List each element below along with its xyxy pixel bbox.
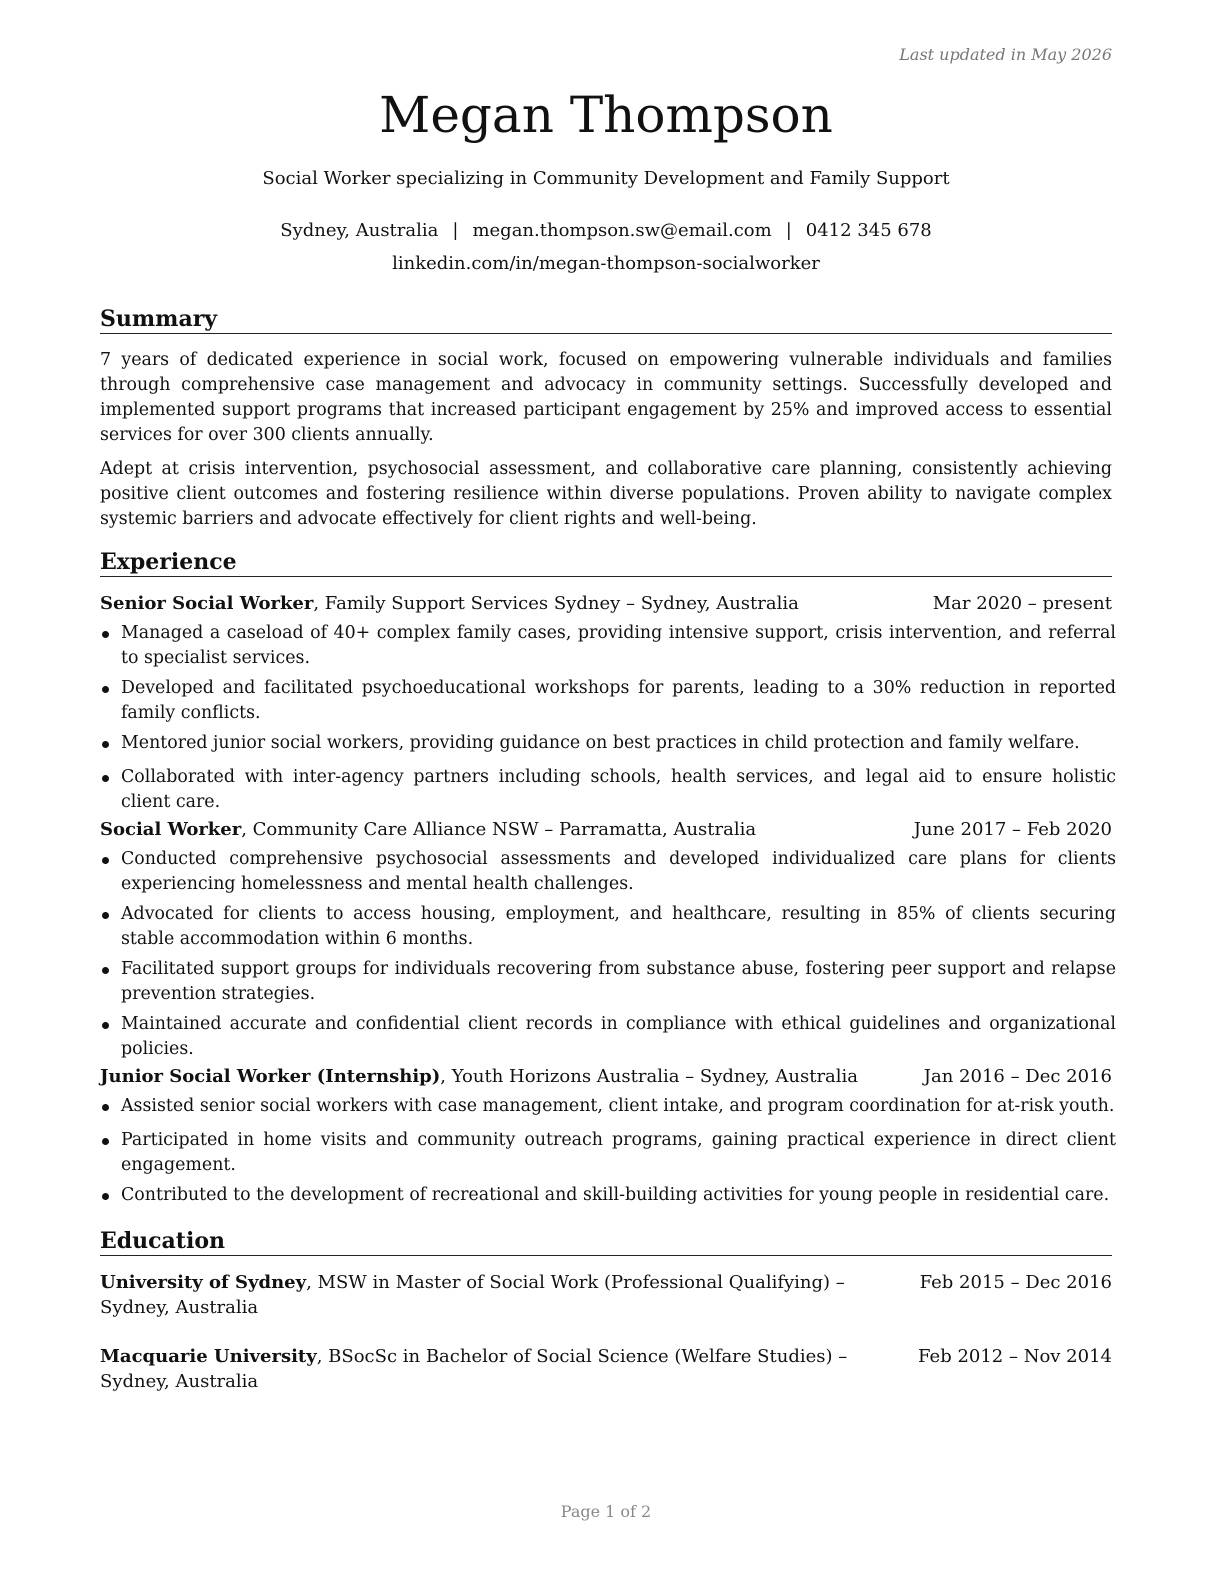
- section-title-summary: Summary: [100, 305, 1112, 334]
- separator: |: [452, 220, 459, 241]
- job-bullets: [100, 1094, 1116, 1213]
- separator: |: [785, 220, 792, 241]
- bullet-item: Managed a caseload of 40+ complex family cases, providing intensive support, crisis intervention, and referral to specialist services.: [100, 621, 1116, 671]
- job-header: [100, 817, 1112, 842]
- job-header: [100, 591, 1112, 616]
- education-item: [100, 1344, 1112, 1394]
- bullet-item: Developed and facilitated psychoeducational workshops for parents, leading to a 30% reduction in reported family conflicts.: [100, 676, 1116, 726]
- degree-detail: , BSocSc in Bachelor of Social Science (Welfare Studies) – Sydney, Australia: [100, 1346, 848, 1392]
- bullet-item: Facilitated support groups for individuals recovering from substance abuse, fostering peer support and relapse prevention strategies.: [100, 957, 1116, 1007]
- job-bullets: [100, 621, 1116, 820]
- education-dates: Feb 2012 – Nov 2014: [918, 1346, 1112, 1367]
- job-dates: June 2017 – Feb 2020: [913, 819, 1112, 840]
- education-dates: Feb 2015 – Dec 2016: [919, 1272, 1112, 1293]
- resume-page: [100, 0, 1116, 1584]
- job-role: Social Worker: [100, 819, 242, 840]
- linkedin-link[interactable]: linkedin.com/in/megan-thompson-socialworker: [392, 253, 820, 274]
- bullet-item: Collaborated with inter-agency partners including schools, health services, and legal aid to ensure holistic client care.: [100, 765, 1116, 815]
- job-bullets: [100, 847, 1116, 1067]
- job-org: , Youth Horizons Australia – Sydney, Australia: [440, 1066, 859, 1087]
- job-org: , Family Support Services Sydney – Sydney, Australia: [313, 593, 799, 614]
- job-role: Junior Social Worker (Internship): [100, 1066, 441, 1087]
- bullet-item: Assisted senior social workers with case management, client intake, and program coordination for at-risk youth.: [100, 1094, 1116, 1119]
- headline: Social Worker specializing in Community Development and Family Support: [262, 168, 950, 189]
- job-dates: Mar 2020 – present: [932, 593, 1112, 614]
- school-name: University of Sydney: [100, 1272, 307, 1293]
- location: Sydney, Australia: [280, 220, 439, 241]
- section-title-experience: Experience: [100, 548, 1112, 577]
- bullet-item: Contributed to the development of recreational and skill-building activities for young people in residential care.: [100, 1183, 1116, 1208]
- summary-paragraph: Adept at crisis intervention, psychosocial assessment, and collaborative care planning, consistently achieving positive client outcomes and fostering resilience within diverse populations. Proven ability to navigate complex systemic barriers and advocate effectively for client rights and well-being.: [100, 459, 1112, 529]
- job-role: Senior Social Worker: [100, 593, 314, 614]
- bullet-item: Conducted comprehensive psychosocial assessments and developed individualized care plans for clients experiencing homelessness and mental health challenges.: [100, 847, 1116, 897]
- email-link[interactable]: megan.thompson.sw@email.com: [472, 220, 772, 241]
- school-name: Macquarie University: [100, 1346, 317, 1367]
- phone-number: 0412 345 678: [805, 220, 932, 241]
- degree-detail: , MSW in Master of Social Work (Professional Qualifying) – Sydney, Australia: [100, 1272, 845, 1318]
- job-header: [100, 1064, 1112, 1089]
- page-number: Page 1 of 2: [560, 1502, 652, 1521]
- summary-paragraph: 7 years of dedicated experience in social work, focused on empowering vulnerable individuals and families through comprehensive case management and advocacy in community settings. Successfully developed and implemented support programs that increased participant engagement by 25% and improved access to essential services for over 300 clients annually.: [100, 350, 1112, 445]
- candidate-name: Megan Thompson: [379, 86, 833, 144]
- education-item: [100, 1270, 1112, 1320]
- bullet-item: Maintained accurate and confidential client records in compliance with ethical guidelines and organizational policies.: [100, 1012, 1116, 1062]
- bullet-item: Mentored junior social workers, providing guidance on best practices in child protection and family welfare.: [100, 731, 1116, 756]
- job-org: , Community Care Alliance NSW – Parramatta, Australia: [241, 819, 757, 840]
- section-title-education: Education: [100, 1227, 1112, 1256]
- bullet-item: Participated in home visits and community outreach programs, gaining practical experience in direct client engagement.: [100, 1128, 1116, 1178]
- contact-line: [100, 220, 1112, 241]
- last-updated: Last updated in May 2026: [899, 45, 1112, 64]
- bullet-item: Advocated for clients to access housing, employment, and healthcare, resulting in 85% of clients securing stable accommodation within 6 months.: [100, 902, 1116, 952]
- job-dates: Jan 2016 – Dec 2016: [923, 1066, 1112, 1087]
